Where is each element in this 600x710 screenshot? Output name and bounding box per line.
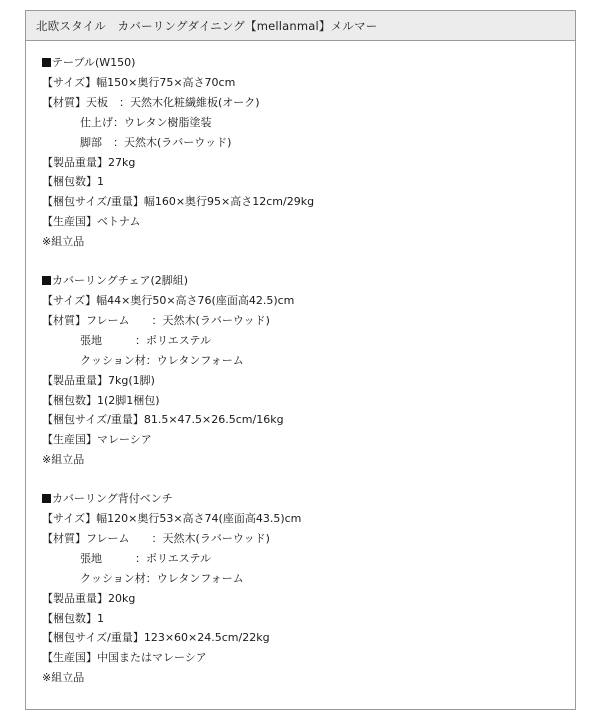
spec-line: 仕上げ：ウレタン樹脂塗装 xyxy=(80,115,212,129)
spec-line: 【梱包数】1 xyxy=(42,611,104,625)
spec-line: ※組立品 xyxy=(42,453,85,467)
spec-line: 張地 ：ポリエステル xyxy=(80,551,212,565)
section-heading-text: カバーリング背付ベンチ xyxy=(52,492,173,506)
spec-line: 【サイズ】幅150×奥行75×高さ70cm xyxy=(42,75,236,89)
square-bullet-icon xyxy=(42,58,51,67)
spec-line: 【サイズ】幅44×奥行50×高さ76(座面高42.5)cm xyxy=(42,293,295,307)
spec-section xyxy=(42,53,575,252)
spec-line: 【製品重量】7kg(1脚) xyxy=(42,373,155,387)
square-bullet-icon xyxy=(42,494,51,503)
spec-line: 【梱包数】1(2脚1梱包) xyxy=(42,393,160,407)
section-heading xyxy=(42,53,575,73)
spec-line: ※組立品 xyxy=(42,235,85,249)
spec-line: 【サイズ】幅120×奥行53×高さ74(座面高43.5)cm xyxy=(42,512,302,526)
spec-line: 【梱包サイズ/重量】123×60×24.5cm/22kg xyxy=(42,631,270,645)
spec-line: ※組立品 xyxy=(42,671,85,685)
spec-line: 【材質】フレーム ：天然木(ラバーウッド) xyxy=(42,531,270,545)
panel-header xyxy=(26,11,575,41)
section-heading xyxy=(42,271,575,291)
spec-line: クッション材：ウレタンフォーム xyxy=(80,571,244,585)
spec-section xyxy=(42,271,575,470)
square-bullet-icon xyxy=(42,276,51,285)
spec-line: 【製品重量】27kg xyxy=(42,155,136,169)
spec-line: 【材質】フレーム ：天然木(ラバーウッド) xyxy=(42,313,270,327)
page-title: 北欧スタイル カバーリングダイニング【mellanmal】メルマー xyxy=(36,18,378,33)
spec-line: 【梱包サイズ/重量】幅160×奥行95×高さ12cm/29kg xyxy=(42,195,315,209)
spec-line: 張地 ：ポリエステル xyxy=(80,333,212,347)
spec-content xyxy=(26,41,575,688)
spec-line: 脚部 ：天然木(ラバーウッド) xyxy=(80,135,232,149)
spec-panel xyxy=(25,10,576,710)
section-heading-text: カバーリングチェア(2脚組) xyxy=(52,274,189,288)
spec-line: クッション材：ウレタンフォーム xyxy=(80,353,244,367)
spec-line: 【材質】天板 ：天然木化粧繊維板(オーク) xyxy=(42,95,260,109)
spec-line: 【梱包サイズ/重量】81.5×47.5×26.5cm/16kg xyxy=(42,413,284,427)
spec-line: 【生産国】中国またはマレーシア xyxy=(42,651,207,665)
spec-line: 【梱包数】1 xyxy=(42,175,104,189)
spec-section xyxy=(42,489,575,688)
spec-line: 【生産国】マレーシア xyxy=(42,433,152,447)
section-heading-text: テーブル(W150) xyxy=(52,56,136,69)
spec-line: 【生産国】ベトナム xyxy=(42,215,141,229)
spec-line: 【製品重量】20kg xyxy=(42,591,136,605)
section-heading xyxy=(42,489,575,509)
